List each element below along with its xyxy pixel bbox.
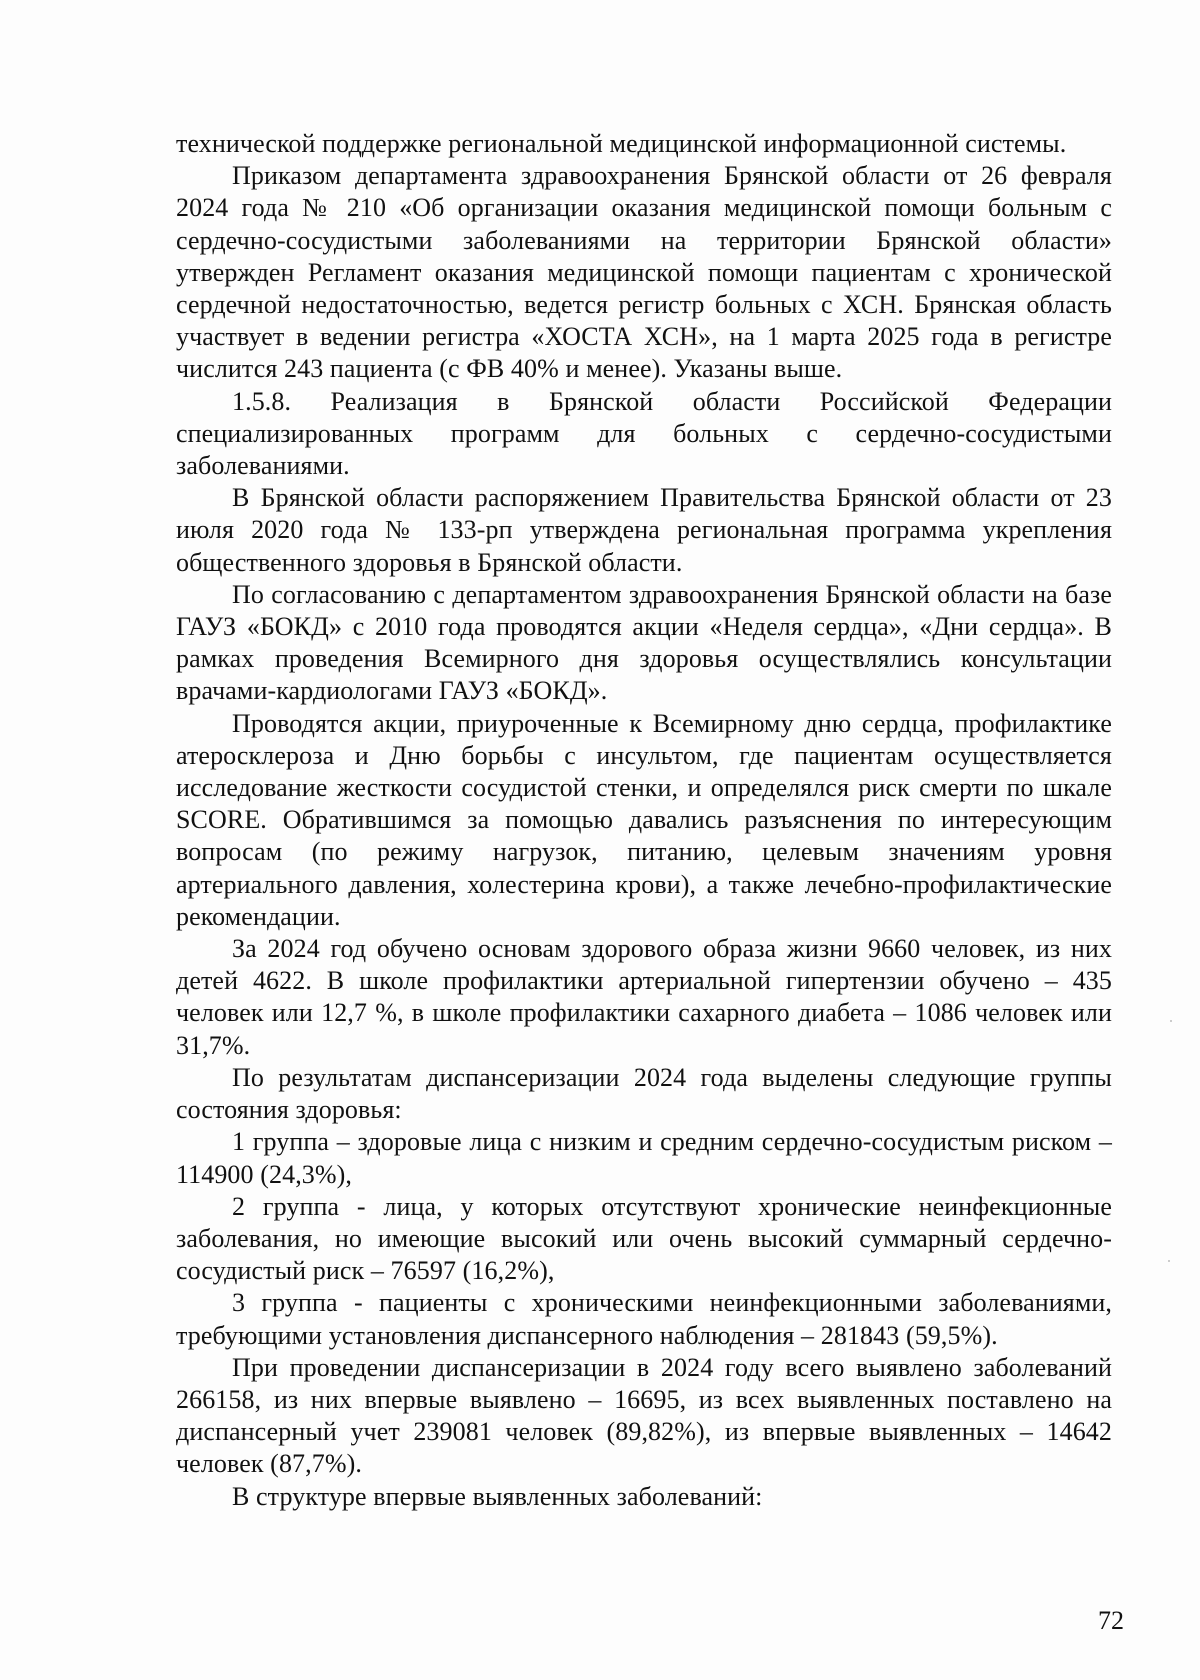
health-group-2: 2 группа - лица, у которых отсутствуют хронические неинфекционные заболевания, но имеющие высокий или очень высокий суммарный сердечно-сосудистый риск – 76597 (16,2%),	[176, 1191, 1112, 1286]
section-heading-1-5-8: 1.5.8. Реализация в Брянской области Российской Федерации специализированных программ для больных с сердечно-сосудистыми заболеваниями.	[176, 386, 1112, 481]
paragraph-4: В Брянской области распоряжением Правительства Брянской области от 23 июля 2020 года № 133-рп утверждена региональная программа укрепления общественного здоровья в Брянской области.	[176, 483, 1112, 577]
paragraph-13: В структуре впервые выявленных заболеваний:	[232, 1481, 763, 1511]
health-group-3: 3 группа - пациенты с хроническими неинфекционными заболеваниями, требующими установления диспансерного наблюдения – 281843 (59,5%).	[176, 1288, 1112, 1350]
scan-speck	[1168, 1260, 1170, 1262]
page-number: 72	[1098, 1606, 1124, 1635]
paragraph-5: По согласованию с департаментом здравоохранения Брянской области на базе ГАУЗ «БОКД» с 2010 года проводятся акции «Неделя сердца», «Дни сердца». В рамках проведения Всемирного дня здоровья осуществлялись консультации врачами-кардиологами ГАУЗ «БОКД».	[176, 579, 1112, 706]
health-group-1: 1 группа – здоровые лица с низким и средним сердечно-сосудистым риском – 114900 (24,3%),	[176, 1127, 1112, 1189]
paragraph-1: технической поддержке региональной медицинской информационной системы.	[176, 129, 1067, 158]
paragraph-6: Проводятся акции, приуроченные к Всемирному дню сердца, профилактике атеросклероза и Дню борьбы с инсультом, где пациентам осуществляется исследование жесткости сосудистой стенки, и определялся риск смерти по шкале SCORE. Обратившимся за помощью давались разъяснения по интересующим вопросам (по режиму нагрузок, питанию, целевым значениям уровня артериального давления, холестерина крови), а также лечебно-профилактические рекомендации.	[176, 708, 1112, 931]
paragraph-8: По результатам диспансеризации 2024 года выделены следующие группы состояния здоровья:	[176, 1062, 1112, 1125]
document-body	[176, 128, 1112, 1513]
paragraph-2: Приказом департамента здравоохранения Брянской области от 26 февраля 2024 года № 210 «Об организации оказания медицинской помощи больным с сердечно-сосудистыми заболеваниями на территории Брянской области» утвержден Регламент оказания медицинской помощи пациентам с хронической сердечной недостаточностью, ведется регистр больных с ХСН. Брянская область участвует в ведении регистра «ХОСТА ХСН», на 1 марта 2025 года в регистре числится 243 пациента (с ФВ 40% и менее). Указаны выше.	[176, 161, 1112, 384]
paragraph-12: При проведении диспансеризации в 2024 году всего выявлено заболеваний 266158, из них впервые выявлено – 16695, из всех выявленных поставлено на диспансерный учет 239081 человек (89,82%), из впервые выявленных – 14642 человек (87,7%).	[176, 1352, 1112, 1479]
scan-speck	[1170, 1020, 1172, 1022]
paragraph-7: За 2024 год обучено основам здорового образа жизни 9660 человек, из них детей 4622. В школе профилактики артериальной гипертензии обучено – 435 человек или 12,7 %, в школе профилактики сахарного диабета – 1086 человек или 31,7%.	[176, 934, 1112, 1060]
